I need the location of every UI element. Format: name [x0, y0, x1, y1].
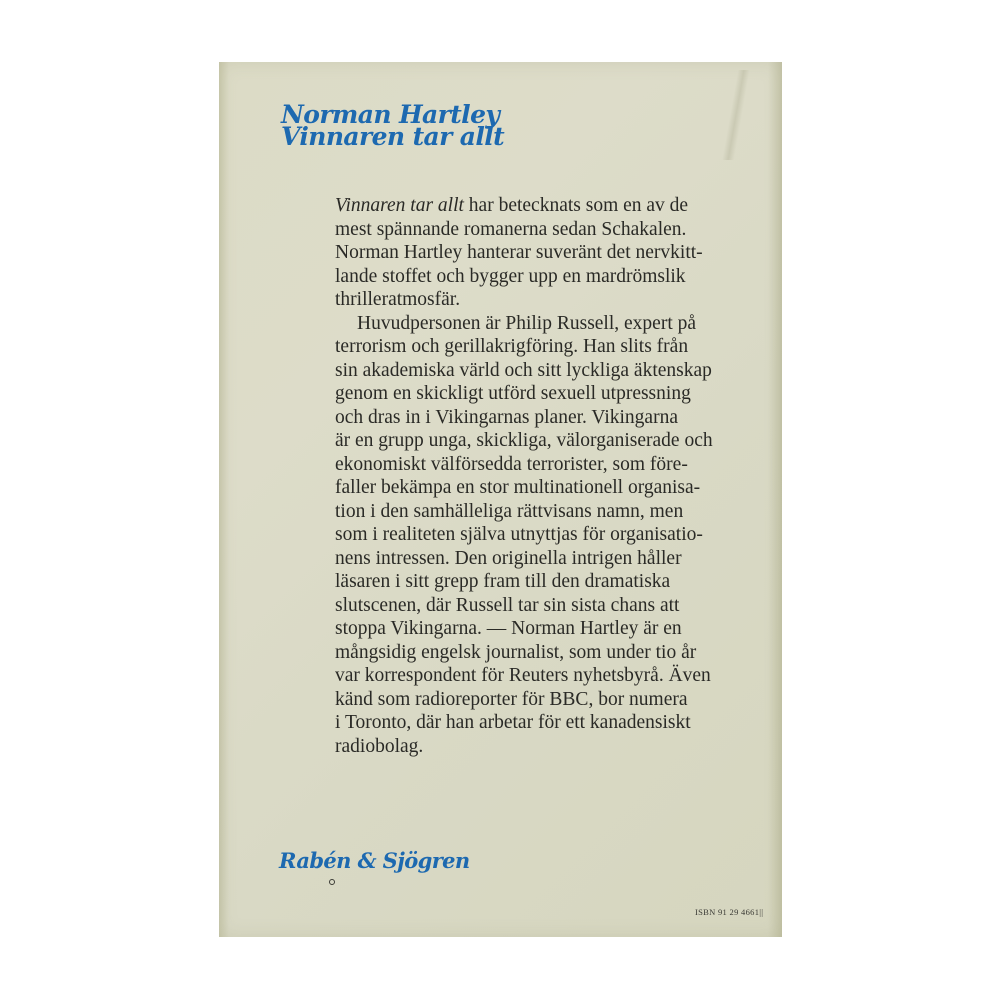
blurb-line: nens intressen. Den originella intrigen håller — [335, 547, 682, 569]
cover-left-edge — [219, 62, 229, 937]
blurb-line: sin akademiska värld och sitt lyckliga äktenskap — [335, 359, 712, 381]
blurb-line: i Toronto, där han arbetar för ett kanadensiskt — [335, 712, 691, 733]
author-name: Norman Hartley — [281, 100, 500, 129]
blurb-line: är en grupp unga, skickliga, välorganiserade och — [335, 430, 713, 451]
blurb-line: känd som radioreporter för BBC, bor numera — [335, 688, 688, 710]
book-title: Vinnaren tar allt — [281, 122, 505, 151]
blurb-line: och dras in i Vikingarnas planer. Vikingarna — [335, 406, 678, 428]
blurb-line: Norman Hartley hanterar suveränt det nervkitt- — [335, 242, 703, 263]
blurb-line: faller bekämpa en stor multinationell organisa- — [335, 477, 701, 498]
publisher-mark-icon — [329, 879, 335, 885]
blurb-line: ekonomiskt välförsedda terrorister, som före- — [335, 453, 688, 475]
blurb-line: läsaren i sitt grepp fram till den dramatiska — [335, 571, 671, 592]
blurb-line: var korrespondent för Reuters nyhetsbyrå. Även — [335, 665, 711, 686]
isbn-number: ISBN 91 29 4661|| — [695, 907, 764, 917]
blurb-line: mest spännande romanerna sedan Schakalen. — [335, 218, 687, 240]
blurb-line-rest: har betecknats som en av de — [463, 195, 689, 216]
blurb-line: slutscenen, där Russell tar sin sista chans att — [335, 594, 680, 616]
title-block — [281, 100, 505, 151]
blurb-line — [335, 194, 755, 218]
cover-right-edge — [768, 62, 782, 937]
blurb-line: radiobolag. — [335, 735, 424, 757]
blurb-title-italic: Vinnaren tar allt — [335, 195, 464, 216]
publisher-logo: Rabén & Sjögren — [279, 848, 470, 873]
blurb-line: stoppa Vikingarna. — Norman Hartley är en — [335, 618, 682, 639]
blurb-line: mångsidig engelsk journalist, som under tio år — [335, 641, 697, 663]
blurb-text — [335, 194, 755, 758]
cover-crease — [722, 70, 750, 160]
blurb-line: terrorism och gerillakrigföring. Han slits från — [335, 336, 689, 357]
blurb-line: tion i den samhälleliga rättvisans namn, men — [335, 500, 684, 522]
blurb-line: genom en skickligt utförd sexuell utpressning — [335, 383, 691, 404]
book-back-cover — [219, 62, 782, 937]
blurb-line: Huvudpersonen är Philip Russell, expert på — [357, 312, 697, 334]
blurb-line: lande stoffet och bygger upp en mardrömslik — [335, 265, 686, 287]
blurb-line: som i realiteten själva utnyttjas för organisatio- — [335, 524, 703, 545]
blurb-line: thrilleratmosfär. — [335, 289, 461, 310]
